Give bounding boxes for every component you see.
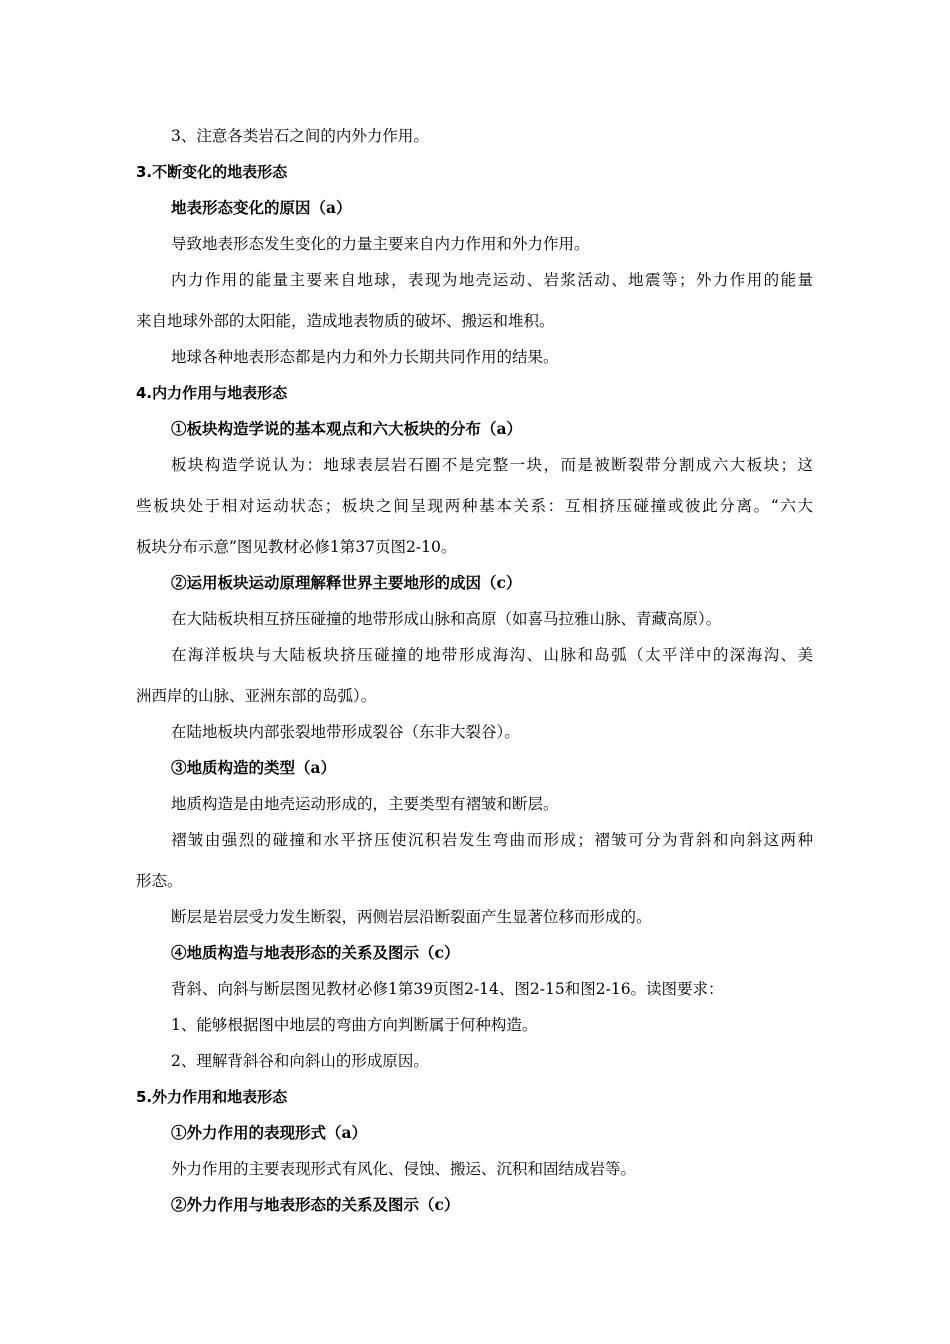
body-text: 板块分布示意”图见教材必修1第37页图2-10。 xyxy=(136,538,457,556)
body-text: 板块构造学说认为：地球表层岩石圈不是完整一块，而是被断裂带分割成六大板块；这 xyxy=(171,456,813,474)
body-text: 导致地表形态发生变化的力量主要来自内力作用和外力作用。 xyxy=(171,235,590,253)
body-text: 在海洋板块与大陆板块挤压碰撞的地带形成海沟、山脉和岛弧（太平洋中的深海沟、美 xyxy=(171,646,813,664)
body-text: 背斜、向斜与断层图见教材必修1第39页图2-14、图2-15和图2-16。读图要求： xyxy=(171,980,724,998)
body-text: 洲西岸的山脉、亚洲东部的岛弧）。 xyxy=(136,687,377,705)
body-text: 形态。 xyxy=(136,872,183,890)
body-text: 外力作用的主要表现形式有风化、侵蚀、搬运、沉积和固结成岩等。 xyxy=(171,1160,637,1178)
body-text: 在大陆板块相互挤压碰撞的地带形成山脉和高原（如喜马拉雅山脉、青藏高原）。 xyxy=(171,610,722,628)
subsection-heading: ①板块构造学说的基本观点和六大板块的分布（a） xyxy=(171,419,523,438)
body-text: 在陆地板块内部张裂地带形成裂谷（东非大裂谷）。 xyxy=(171,723,520,741)
section-heading: 4.内力作用与地表形态 xyxy=(136,384,288,402)
subsection-heading: ②外力作用与地表形态的关系及图示（c） xyxy=(171,1195,460,1214)
body-text: 地质构造是由地壳运动形成的，主要类型有褶皱和断层。 xyxy=(171,795,559,813)
body-text: 些板块处于相对运动状态；板块之间呈现两种基本关系：互相挤压碰撞或彼此分离。“六大 xyxy=(136,497,813,515)
body-text: 1、能够根据图中地层的弯曲方向判断属于何种构造。 xyxy=(171,1016,538,1034)
subsection-heading: 地表形态变化的原因（a） xyxy=(171,198,352,217)
subsection-heading: ③地质构造的类型（a） xyxy=(171,758,337,777)
body-text: 地球各种地表形态都是内力和外力长期共同作用的结果。 xyxy=(171,348,559,366)
body-text: 褶皱由强烈的碰撞和水平挤压使沉积岩发生弯曲而形成；褶皱可分为背斜和向斜这两种 xyxy=(171,831,813,849)
body-text: 3、注意各类岩石之间的内外力作用。 xyxy=(171,127,429,145)
body-text: 内力作用的能量主要来自地球，表现为地壳运动、岩浆活动、地震等；外力作用的能量 xyxy=(171,271,813,289)
body-text: 断层是岩层受力发生断裂，两侧岩层沿断裂面产生显著位移而形成的。 xyxy=(171,908,652,926)
section-heading: 3.不断变化的地表形态 xyxy=(136,163,288,181)
subsection-heading: ④地质构造与地表形态的关系及图示（c） xyxy=(171,943,460,962)
subsection-heading: ①外力作用的表现形式（a） xyxy=(171,1123,368,1142)
section-heading: 5.外力作用和地表形态 xyxy=(136,1088,288,1106)
body-text: 2、理解背斜谷和向斜山的形成原因。 xyxy=(171,1052,429,1070)
subsection-heading: ②运用板块运动原理解释世界主要地形的成因（c） xyxy=(171,573,522,592)
body-text: 来自地球外部的太阳能，造成地表物质的破坏、搬运和堆积。 xyxy=(136,312,555,330)
